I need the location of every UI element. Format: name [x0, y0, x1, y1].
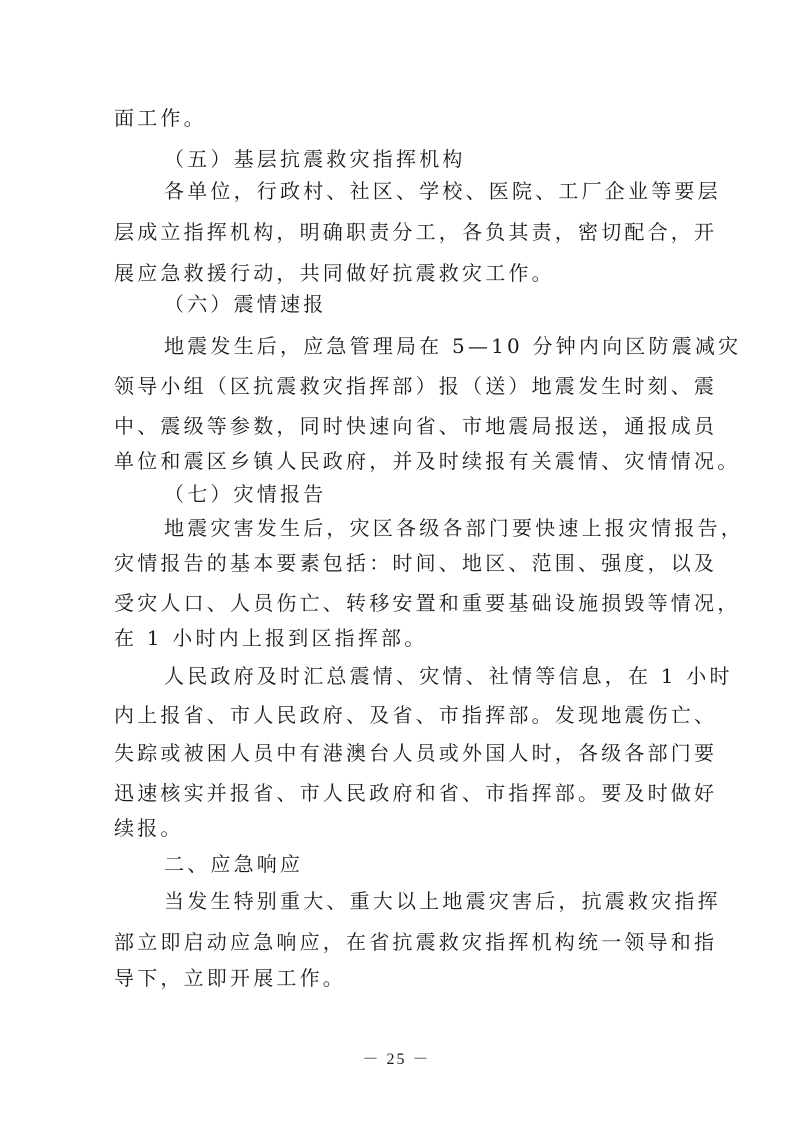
- text-line: 内上报省、市人民政府、及省、市指挥部。发现地震伤亡、: [114, 703, 718, 727]
- text-line: 导下，立即开展工作。: [114, 966, 346, 990]
- text-line: 地震发生后，应急管理局在 5—10 分钟内向区防震减灾: [164, 334, 742, 358]
- section-heading: （六）震情速报: [164, 292, 327, 316]
- section-heading: （五）基层抗震救灾指挥机构: [164, 147, 466, 171]
- text-line: 面工作。: [114, 106, 207, 130]
- text-line: 地震灾害发生后，灾区各级各部门要快速上报灾情报告，: [164, 516, 744, 540]
- text-line: 展应急救援行动，共同做好抗震救灾工作。: [114, 261, 555, 285]
- section-heading: 二、应急响应: [164, 852, 304, 876]
- text-line: 层成立指挥机构，明确职责分工，各负其责，密切配合，开: [114, 220, 718, 244]
- section-heading: （七）灾情报告: [164, 482, 327, 506]
- text-line: 各单位，行政村、社区、学校、医院、工厂企业等要层: [164, 179, 721, 203]
- text-line: 部立即启动应急响应，在省抗震救灾指挥机构统一领导和指: [114, 930, 718, 954]
- text-line: 灾情报告的基本要素包括：时间、地区、范围、强度，以及: [114, 551, 718, 575]
- text-line: 人民政府及时汇总震情、灾情、社情等信息，在 1 小时: [164, 664, 733, 688]
- text-line: 单位和震区乡镇人民政府，并及时续报有关震情、灾情情况。: [114, 449, 741, 473]
- page-number: － 25 －: [362, 1051, 431, 1068]
- text-line: 受灾人口、人员伤亡、转移安置和重要基础设施损毁等情况，: [114, 591, 741, 615]
- text-line: 中、震级等参数，同时快速向省、市地震局报送，通报成员: [114, 414, 718, 438]
- text-line: 续报。: [114, 816, 184, 840]
- text-line: 领导小组（区抗震救灾指挥部）报（送）地震发生时刻、震: [114, 374, 718, 398]
- text-line: 当发生特别重大、重大以上地震灾害后，抗震救灾指挥: [164, 889, 721, 913]
- text-line: 失踪或被困人员中有港澳台人员或外国人时，各级各部门要: [114, 741, 718, 765]
- text-line: 迅速核实并报省、市人民政府和省、市指挥部。要及时做好: [114, 781, 718, 805]
- text-line: 在 1 小时内上报到区指挥部。: [114, 626, 428, 650]
